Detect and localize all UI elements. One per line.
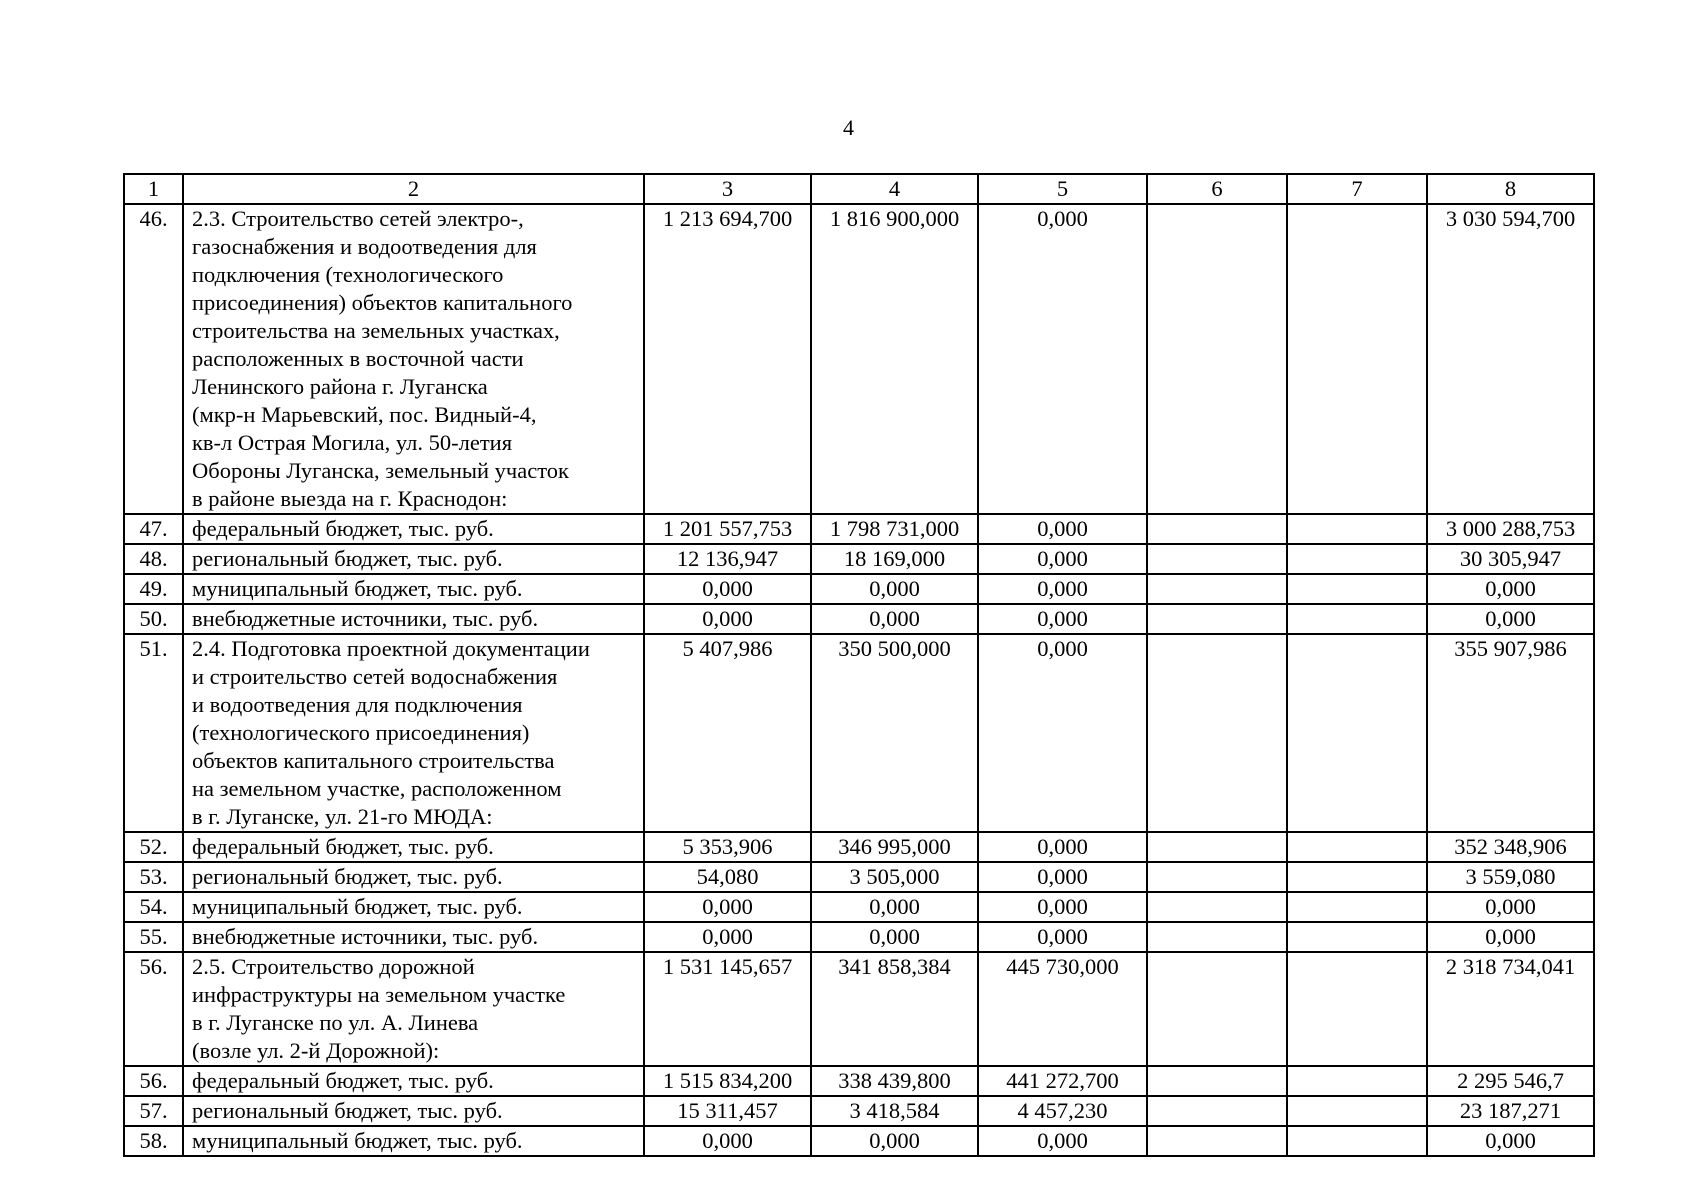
table-row <box>124 1096 1594 1126</box>
row-number: 49. <box>124 574 183 604</box>
description-line: присоединения) объектов капитального <box>192 290 573 315</box>
description-line: муниципальный бюджет, тыс. руб. <box>192 894 523 919</box>
value-col-3: 5 407,986 <box>644 634 811 832</box>
value-col-5: 0,000 <box>978 204 1147 514</box>
description-line: инфраструктуры на земельном участке <box>192 982 566 1007</box>
description-line: строительства на земельных участках, <box>192 318 560 343</box>
value-col-7 <box>1287 1066 1427 1096</box>
row-number: 53. <box>124 862 183 892</box>
value-col-6 <box>1147 544 1287 574</box>
description-line: в г. Луганске, ул. 21-го МЮДА: <box>192 804 493 829</box>
value-col-3: 5 353,906 <box>644 832 811 862</box>
value-col-4: 338 439,800 <box>811 1066 978 1096</box>
row-number: 47. <box>124 514 183 544</box>
table-row <box>124 204 1594 514</box>
description-line: муниципальный бюджет, тыс. руб. <box>192 1128 523 1153</box>
description-line: (технологического присоединения) <box>192 720 530 745</box>
value-col-8: 0,000 <box>1427 922 1594 952</box>
description-line: объектов капитального строительства <box>192 748 555 773</box>
row-number: 56. <box>124 1066 183 1096</box>
value-col-3: 12 136,947 <box>644 544 811 574</box>
value-col-6 <box>1147 634 1287 832</box>
description-line: федеральный бюджет, тыс. руб. <box>192 1068 494 1093</box>
row-number: 52. <box>124 832 183 862</box>
value-col-3: 0,000 <box>644 892 811 922</box>
value-col-4: 346 995,000 <box>811 832 978 862</box>
value-col-7 <box>1287 204 1427 514</box>
value-col-6 <box>1147 1126 1287 1156</box>
table-row <box>124 604 1594 634</box>
row-number: 50. <box>124 604 183 634</box>
description-line: внебюджетные источники, тыс. руб. <box>192 924 539 949</box>
description-line: в г. Луганске по ул. А. Линева <box>192 1010 479 1035</box>
value-col-8: 2 295 546,7 <box>1427 1066 1594 1096</box>
table-row <box>124 862 1594 892</box>
table-row <box>124 922 1594 952</box>
value-col-6 <box>1147 204 1287 514</box>
table-row <box>124 952 1594 1066</box>
value-col-5: 0,000 <box>978 514 1147 544</box>
row-number: 57. <box>124 1096 183 1126</box>
value-col-6 <box>1147 514 1287 544</box>
description-line: и строительство сетей водоснабжения <box>192 664 558 689</box>
row-description <box>183 574 644 604</box>
page-number: 4 <box>843 115 854 140</box>
row-description <box>183 1126 644 1156</box>
value-col-7 <box>1287 544 1427 574</box>
value-col-8: 30 305,947 <box>1427 544 1594 574</box>
row-description <box>183 922 644 952</box>
header-cell: 3 <box>644 174 811 204</box>
row-number: 48. <box>124 544 183 574</box>
value-col-4: 0,000 <box>811 922 978 952</box>
row-description <box>183 832 644 862</box>
header-cell: 5 <box>978 174 1147 204</box>
value-col-5: 0,000 <box>978 604 1147 634</box>
table-row <box>124 1066 1594 1096</box>
value-col-7 <box>1287 1126 1427 1156</box>
value-col-5: 4 457,230 <box>978 1096 1147 1126</box>
value-col-5: 0,000 <box>978 574 1147 604</box>
budget-table <box>123 173 1595 1157</box>
value-col-3: 54,080 <box>644 862 811 892</box>
value-col-7 <box>1287 514 1427 544</box>
value-col-3: 1 213 694,700 <box>644 204 811 514</box>
value-col-8: 2 318 734,041 <box>1427 952 1594 1066</box>
value-col-5: 441 272,700 <box>978 1066 1147 1096</box>
row-number: 56. <box>124 952 183 1066</box>
table-row <box>124 514 1594 544</box>
description-line: федеральный бюджет, тыс. руб. <box>192 516 494 541</box>
value-col-4: 0,000 <box>811 604 978 634</box>
row-number: 54. <box>124 892 183 922</box>
description-line: 2.5. Строительство дорожной <box>192 954 475 979</box>
row-description <box>183 1096 644 1126</box>
row-description <box>183 604 644 634</box>
value-col-5: 0,000 <box>978 832 1147 862</box>
description-line: газоснабжения и водоотведения для <box>192 234 537 259</box>
description-line: региональный бюджет, тыс. руб. <box>192 864 503 889</box>
row-description <box>183 544 644 574</box>
row-description <box>183 952 644 1066</box>
value-col-4: 341 858,384 <box>811 952 978 1066</box>
value-col-7 <box>1287 952 1427 1066</box>
value-col-7 <box>1287 574 1427 604</box>
header-cell: 1 <box>124 174 183 204</box>
description-line: (возле ул. 2-й Дорожной): <box>192 1038 440 1063</box>
row-description <box>183 1066 644 1096</box>
value-col-3: 0,000 <box>644 574 811 604</box>
value-col-3: 1 515 834,200 <box>644 1066 811 1096</box>
header-cell: 2 <box>183 174 644 204</box>
header-cell: 6 <box>1147 174 1287 204</box>
row-number: 46. <box>124 204 183 514</box>
row-number: 58. <box>124 1126 183 1156</box>
row-description <box>183 514 644 544</box>
value-col-3: 15 311,457 <box>644 1096 811 1126</box>
description-line: 2.3. Строительство сетей электро-, <box>192 206 524 231</box>
value-col-8: 3 000 288,753 <box>1427 514 1594 544</box>
table-row <box>124 634 1594 832</box>
row-number: 51. <box>124 634 183 832</box>
value-col-7 <box>1287 862 1427 892</box>
description-line: муниципальный бюджет, тыс. руб. <box>192 576 523 601</box>
value-col-6 <box>1147 1066 1287 1096</box>
table-row <box>124 832 1594 862</box>
value-col-6 <box>1147 862 1287 892</box>
value-col-4: 1 798 731,000 <box>811 514 978 544</box>
description-line: расположенных в восточной части <box>192 346 524 371</box>
description-line: Обороны Луганска, земельный участок <box>192 458 569 483</box>
value-col-8: 3 559,080 <box>1427 862 1594 892</box>
row-description <box>183 862 644 892</box>
description-line: подключения (технологического <box>192 262 504 287</box>
description-line: и водоотведения для подключения <box>192 692 523 717</box>
value-col-5: 0,000 <box>978 892 1147 922</box>
value-col-3: 1 201 557,753 <box>644 514 811 544</box>
value-col-3: 0,000 <box>644 922 811 952</box>
description-line: 2.4. Подготовка проектной документации <box>192 636 590 661</box>
description-line: на земельном участке, расположенном <box>192 776 562 801</box>
description-line: Ленинского района г. Луганска <box>192 374 488 399</box>
value-col-8: 355 907,986 <box>1427 634 1594 832</box>
description-line: внебюджетные источники, тыс. руб. <box>192 606 539 631</box>
value-col-7 <box>1287 634 1427 832</box>
value-col-4: 0,000 <box>811 574 978 604</box>
value-col-8: 23 187,271 <box>1427 1096 1594 1126</box>
row-description <box>183 634 644 832</box>
header-cell: 7 <box>1287 174 1427 204</box>
value-col-4: 1 816 900,000 <box>811 204 978 514</box>
value-col-5: 0,000 <box>978 1126 1147 1156</box>
value-col-6 <box>1147 952 1287 1066</box>
value-col-3: 0,000 <box>644 604 811 634</box>
value-col-5: 445 730,000 <box>978 952 1147 1066</box>
value-col-6 <box>1147 574 1287 604</box>
table-header-row <box>124 174 1594 204</box>
row-number: 55. <box>124 922 183 952</box>
description-line: в районе выезда на г. Краснодон: <box>192 486 508 511</box>
value-col-5: 0,000 <box>978 634 1147 832</box>
value-col-7 <box>1287 832 1427 862</box>
value-col-6 <box>1147 604 1287 634</box>
table-row <box>124 544 1594 574</box>
description-line: региональный бюджет, тыс. руб. <box>192 546 503 571</box>
value-col-4: 18 169,000 <box>811 544 978 574</box>
value-col-8: 0,000 <box>1427 1126 1594 1156</box>
value-col-8: 0,000 <box>1427 604 1594 634</box>
value-col-3: 1 531 145,657 <box>644 952 811 1066</box>
description-line: региональный бюджет, тыс. руб. <box>192 1098 503 1123</box>
value-col-7 <box>1287 922 1427 952</box>
value-col-5: 0,000 <box>978 922 1147 952</box>
table-row <box>124 574 1594 604</box>
value-col-4: 3 418,584 <box>811 1096 978 1126</box>
value-col-6 <box>1147 892 1287 922</box>
value-col-7 <box>1287 1096 1427 1126</box>
header-cell: 4 <box>811 174 978 204</box>
table-row <box>124 892 1594 922</box>
value-col-8: 3 030 594,700 <box>1427 204 1594 514</box>
value-col-5: 0,000 <box>978 862 1147 892</box>
description-line: кв-л Острая Могила, ул. 50-летия <box>192 430 513 455</box>
value-col-3: 0,000 <box>644 1126 811 1156</box>
value-col-4: 350 500,000 <box>811 634 978 832</box>
value-col-6 <box>1147 922 1287 952</box>
description-line: (мкр-н Марьевский, пос. Видный-4, <box>192 402 537 427</box>
table-row <box>124 1126 1594 1156</box>
description-line: федеральный бюджет, тыс. руб. <box>192 834 494 859</box>
value-col-6 <box>1147 1096 1287 1126</box>
value-col-7 <box>1287 892 1427 922</box>
value-col-8: 0,000 <box>1427 574 1594 604</box>
value-col-5: 0,000 <box>978 544 1147 574</box>
value-col-4: 0,000 <box>811 1126 978 1156</box>
row-description <box>183 204 644 514</box>
value-col-8: 352 348,906 <box>1427 832 1594 862</box>
value-col-8: 0,000 <box>1427 892 1594 922</box>
row-description <box>183 892 644 922</box>
value-col-7 <box>1287 604 1427 634</box>
value-col-4: 0,000 <box>811 892 978 922</box>
value-col-4: 3 505,000 <box>811 862 978 892</box>
header-cell: 8 <box>1427 174 1594 204</box>
value-col-6 <box>1147 832 1287 862</box>
